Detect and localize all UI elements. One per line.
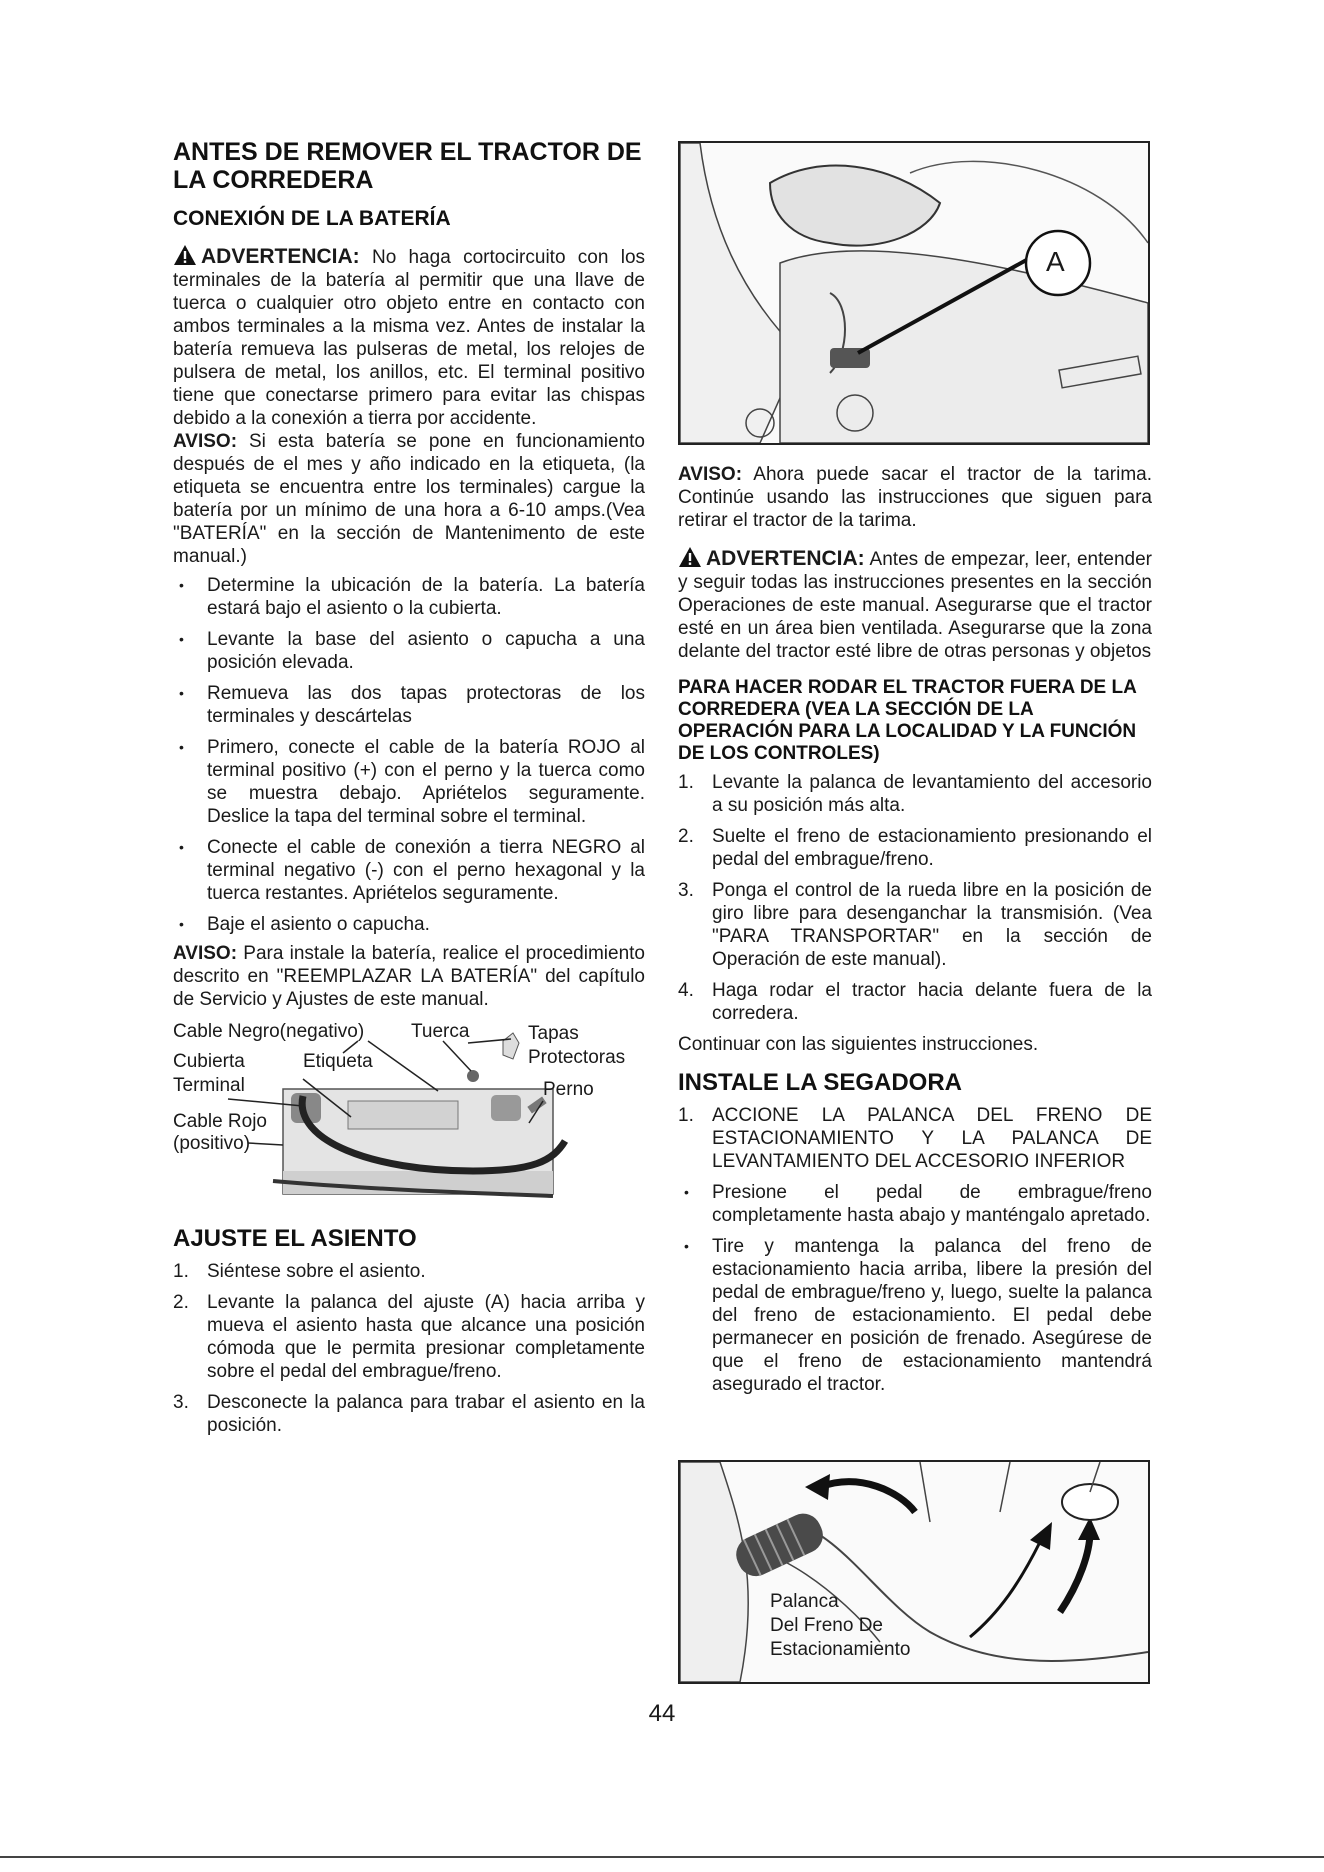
step-number: 1. — [678, 772, 694, 793]
brake-figure-caption — [770, 1590, 910, 1662]
step-text: Desconecte la palanca para trabar el asiento en la posición. — [207, 1392, 645, 1436]
step-number: 2. — [173, 1292, 189, 1313]
step-number: 2. — [678, 826, 694, 847]
step-text: ACCIONE LA PALANCA DEL FRENO DE ESTACIONAMIENTO Y LA PALANCA DE LEVANTAMIENTO DEL ACCESORIO INFERIOR — [712, 1105, 1152, 1172]
list-item — [678, 1104, 1152, 1173]
list-item: • Remueva las dos tapas protectoras de los terminales y descártelas — [173, 682, 645, 728]
warning-triangle-icon — [678, 546, 702, 568]
step-text: Suelte el freno de estacionamiento presionando el pedal del embrague/freno. — [712, 826, 1152, 870]
battery-warning — [173, 244, 645, 430]
section-title-remove-tractor: ANTES DE REMOVER EL TRACTOR DE LA CORREDERA — [173, 138, 642, 194]
continue-text: Continuar con las siguientes instrucciones. — [678, 1034, 1039, 1055]
warning-triangle-icon — [173, 244, 197, 266]
label-protectoras: Protectoras — [528, 1047, 626, 1068]
step-number: 1. — [678, 1105, 694, 1126]
battery-figure — [173, 1021, 645, 1206]
section-title-roll-tractor: PARA HACER RODAR EL TRACTOR FUERA DE LA CORREDERA (VEA LA SECCIÓN DE LA OPERACIÓN PARA LA LOCALIDAD Y LA FUNCIÓN DE LOS CONTROLES) — [678, 677, 1137, 764]
roll-steps-list — [678, 771, 1152, 1025]
label-cable-rojo: Cable Rojo — [173, 1111, 267, 1132]
step-number: 4. — [678, 980, 694, 1001]
list-item — [173, 1260, 645, 1283]
notice-label: AVISO: — [678, 464, 743, 485]
list-item — [678, 979, 1152, 1025]
step-text: Levante la palanca del ajuste (A) hacia arriba y mueva el asiento hasta que alcance una posición cómoda que le permita presionar completamente sobre el pedal del embrague/freno. — [207, 1292, 645, 1382]
warning-text: Antes de empezar, leer, entender y seguir todas las instrucciones presentes en la sección Operaciones de este manual. Asegurarse que el tractor esté en un área bien ventilada. Asegurarse que la zona delante del tractor esté libre de otras personas y objetos — [678, 549, 1152, 662]
list-item: • Tire y mantenga la palanca del freno de estacionamiento hacia arriba, libere la presión del pedal de embrague/freno y, luego, suelte la palanca del freno de estacionamiento. El pedal debe permanecer en posición de frenado. Asegúrese de que el freno de estacionamiento mantendrá asegurado el tractor. — [678, 1235, 1152, 1396]
label-etiqueta: Etiqueta — [303, 1051, 373, 1072]
notice-label: AVISO: — [173, 431, 238, 452]
step-text: Ponga el control de la rueda libre en la posición de giro libre para desenganchar la transmisión. (Vea "PARA TRANSPORTAR" en la sección de Operación de este manual). — [712, 880, 1152, 970]
caption-line: Del Freno De — [770, 1615, 883, 1636]
caption-line: Estacionamiento — [770, 1639, 911, 1660]
right-column — [678, 141, 1152, 1404]
parking-brake-illustration — [680, 1462, 1148, 1682]
step-number: 3. — [678, 880, 694, 901]
list-item: • Levante la base del asiento o capucha a una posición elevada. — [173, 628, 645, 674]
warning-label: ADVERTENCIA: — [706, 547, 865, 570]
battery-install-notice — [173, 942, 645, 1011]
notice-text: Para instale la batería, realice el procedimiento descrito en "REEMPLAZAR LA BATERÍA" del capítulo de Servicio y Ajustes de este manual. — [173, 943, 645, 1010]
notice-text: Ahora puede sacar el tractor de la tarima. Continúe usando las instrucciones que siguen para retirar el tractor de la tarima. — [678, 464, 1152, 531]
warning-label: ADVERTENCIA: — [201, 245, 360, 268]
list-item — [173, 1291, 645, 1383]
operation-warning — [678, 546, 1152, 663]
label-cubierta: Cubierta — [173, 1051, 245, 1072]
list-item — [678, 771, 1152, 817]
section-title-mower: INSTALE LA SEGADORA — [678, 1069, 963, 1096]
parking-brake-figure — [678, 1460, 1150, 1684]
step-number: 3. — [173, 1392, 189, 1413]
warning-text: No haga cortocircuito con los terminales de la batería al permitir que una llave de tuerca o cualquier otro objeto entre en contacto con ambos terminales a la misma vez. Antes de instalar la batería remueva las pulseras de metal, los relojes de pulsera de metal, los anillos, etc. El terminal positivo tiene que conectarse primero para evitar las chispas debido a la conexión a tierra por accidente. — [173, 247, 646, 429]
label-tuerca: Tuerca — [411, 1021, 470, 1042]
label-positivo: (positivo) — [173, 1133, 251, 1154]
label-terminal: Terminal — [173, 1075, 245, 1096]
mower-steps-list — [678, 1104, 1152, 1173]
list-item — [678, 825, 1152, 871]
mower-bullets-list — [678, 1181, 1152, 1396]
caption-line: Palanca — [770, 1591, 839, 1612]
step-text: Levante la palanca de levantamiento del accesorio a su posición más alta. — [712, 772, 1152, 816]
pallet-notice — [678, 463, 1152, 532]
seat-lever-figure — [678, 141, 1150, 445]
step-text: Siéntese sobre el asiento. — [207, 1261, 426, 1282]
seat-steps-list — [173, 1260, 645, 1437]
page-number: 44 — [648, 1700, 676, 1727]
list-item: • Determine la ubicación de la batería. La batería estará bajo el asiento o la cubierta. — [173, 574, 645, 620]
notice-text: Si esta batería se pone en funcionamiento después de el mes y año indicado en la etiqueta, (la etiqueta se encuentra entre los terminales) cargue la batería por un mínimo de una hora a 6-10 amps.(Vea "BATERÍA" en la sección de Mantenimento de este manual.) — [173, 431, 645, 567]
label-cable-negro: Cable Negro(negativo) — [173, 1021, 365, 1042]
section-title-seat: AJUSTE EL ASIENTO — [173, 1225, 417, 1252]
label-perno: Perno — [543, 1079, 594, 1100]
list-item: • Baje el asiento o capucha. — [173, 913, 645, 936]
notice-label: AVISO: — [173, 943, 238, 964]
list-item: • Conecte el cable de conexión a tierra NEGRO al terminal negativo (-) con el perno hexagonal y la tuerca restantes. Apriételos seguramente. — [173, 836, 645, 905]
left-column — [173, 138, 645, 1445]
battery-notice — [173, 430, 645, 568]
list-item: • Primero, conecte el cable de la batería ROJO al terminal positivo (+) con el perno y la tuerca como se muestra debajo. Apriételos seguramente. Deslice la tapa del terminal sobre el terminal. — [173, 736, 645, 828]
bottom-divider — [0, 1856, 1324, 1858]
step-text: Haga rodar el tractor hacia delante fuera de la corredera. — [712, 980, 1152, 1024]
step-number: 1. — [173, 1261, 189, 1282]
list-item — [678, 879, 1152, 971]
subsection-title-battery: CONEXIÓN DE LA BATERÍA — [173, 207, 451, 230]
list-item — [173, 1391, 645, 1437]
label-tapas: Tapas — [528, 1023, 579, 1044]
seat-lever-illustration — [680, 143, 1148, 443]
battery-steps-list — [173, 574, 645, 936]
list-item: • Presione el pedal de embrague/freno completamente hasta abajo y manténgalo apretado. — [678, 1181, 1152, 1227]
callout-label-a: A — [1046, 246, 1065, 277]
